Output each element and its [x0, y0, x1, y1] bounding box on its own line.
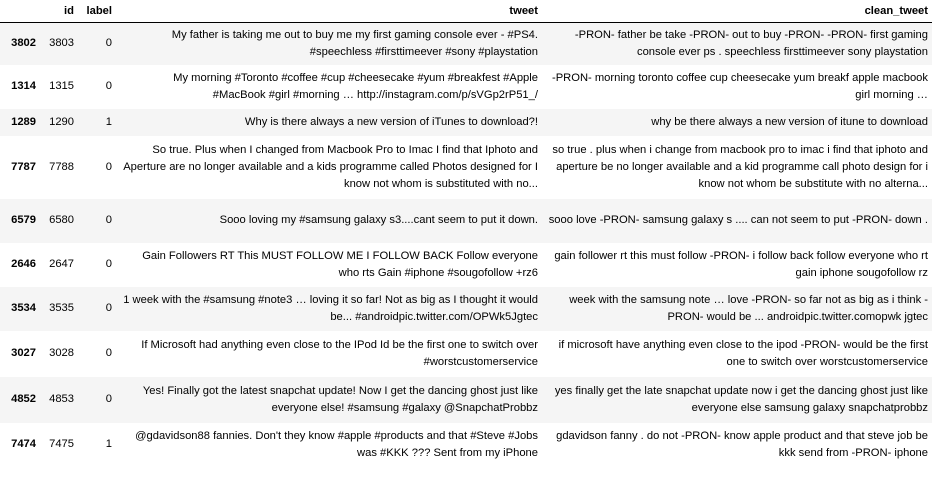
table-header	[0, 0, 932, 23]
cell-tweet: Why is there always a new version of iTunes to download?!	[244, 115, 538, 128]
table-body	[0, 23, 932, 467]
cell-id: 2647	[49, 258, 74, 270]
row-index: 6579	[11, 214, 36, 226]
table-row	[0, 377, 932, 423]
row-index: 1314	[11, 80, 36, 92]
cell-tweet: Sooo loving my #samsung galaxy s3....cant seem to put it down.	[219, 214, 538, 226]
cell-tweet: 1 week with the #samsung #note3 … loving it so far! Not as big as I thought it would be... #androidpic.twitter.com/OPWk5Jgtec	[123, 293, 538, 323]
cell-label: 0	[105, 160, 112, 173]
cell-tweet: So true. Plus when I changed from Macbook Pro to Imac I find that Iphoto and Aperture are no longer available and a kids programme called Photos designed for I know not whom is substituted with no...	[123, 143, 538, 190]
row-index: 3802	[11, 37, 36, 50]
table-row	[0, 136, 932, 199]
cell-label: 0	[105, 258, 112, 270]
cell-tweet: If Microsoft had anything even close to the IPod Id be the first one to switch over #worstcustomerservice	[141, 338, 538, 368]
cell-clean-tweet: week with the samsung note … love -PRON- so far not as big as i think -PRON- would be ... androidpic.twitter.comopwk jgtec	[569, 293, 928, 323]
cell-id: 6580	[49, 214, 74, 226]
table-row	[0, 331, 932, 377]
cell-clean-tweet: if microsoft have anything even close to the ipod -PRON- would be the first one to switch over worstcustomerservice	[558, 338, 928, 368]
cell-tweet: My father is taking me out to buy me my first gaming console ever - #PS4. #speechless #firsttimeever #sony #playstation	[171, 28, 538, 58]
header-clean-tweet: clean_tweet	[542, 0, 932, 23]
cell-id: 7475	[49, 438, 74, 450]
cell-id: 1290	[49, 115, 74, 128]
table-row	[0, 199, 932, 243]
table-row	[0, 109, 932, 136]
cell-id: 3535	[49, 302, 74, 314]
row-index: 7474	[11, 438, 36, 450]
header-index	[0, 0, 40, 23]
cell-clean-tweet: -PRON- morning toronto coffee cup cheesecake yum breakf apple macbook girl morning …	[551, 71, 928, 101]
row-index: 1289	[11, 115, 36, 128]
row-index: 4852	[11, 393, 36, 405]
table-row	[0, 23, 932, 65]
table-row	[0, 243, 932, 287]
header-label: label	[78, 0, 116, 23]
table-row	[0, 287, 932, 331]
row-index: 3027	[11, 347, 36, 359]
row-index: 2646	[11, 258, 36, 270]
row-index: 7787	[11, 160, 36, 173]
cell-id: 1315	[49, 80, 74, 92]
cell-tweet: Yes! Finally got the latest snapchat update! Now I get the dancing ghost just like everyone else! #samsung #galaxy @SnapchatProbbz	[142, 384, 538, 414]
cell-clean-tweet: gdavidson fanny . do not -PRON- know apple product and that steve job be kkk send from -PRON- iphone	[556, 429, 928, 459]
cell-tweet: My morning #Toronto #coffee #cup #cheesecake #yum #breakfest #Apple #MacBook #girl #morning … http://instagram.com/p/sVGp2rP51_/	[173, 71, 538, 101]
cell-clean-tweet: so true . plus when i change from macbook pro to imac i find that iphoto and aperture be no longer available and a kid programme call photo design for i know not whom be substitute with no alterna...	[552, 143, 928, 190]
cell-clean-tweet: gain follower rt this must follow -PRON- i follow back follow everyone who rt gain iphone sougofollow rz	[554, 249, 928, 279]
cell-label: 0	[105, 80, 112, 92]
cell-label: 0	[105, 393, 112, 405]
cell-label: 0	[105, 347, 112, 359]
header-id: id	[40, 0, 78, 23]
cell-id: 3803	[49, 37, 74, 50]
cell-tweet: @gdavidson88 fannies. Don't they know #apple #products and that #Steve #Jobs was #KKK ??? Sent from my iPhone	[135, 429, 538, 459]
cell-label: 1	[105, 115, 112, 128]
cell-clean-tweet: sooo love -PRON- samsung galaxy s .... can not seem to put -PRON- down .	[548, 214, 928, 226]
cell-tweet: Gain Followers RT This MUST FOLLOW ME I FOLLOW BACK Follow everyone who rts Gain #iphone #sougofollow +rz6	[142, 249, 538, 279]
cell-clean-tweet: -PRON- father be take -PRON- out to buy -PRON- -PRON- first gaming console ever ps . speechless firsttimeever sony playstation	[574, 28, 928, 58]
cell-clean-tweet: why be there always a new version of itune to download	[651, 115, 928, 128]
cell-id: 7788	[49, 160, 74, 173]
cell-clean-tweet: yes finally get the late snapchat update now i get the dancing ghost just like everyone else samsung galaxy snapchatprobbz	[554, 384, 928, 414]
cell-label: 0	[105, 302, 112, 314]
header-row	[0, 0, 932, 23]
cell-label: 1	[105, 438, 112, 450]
cell-id: 3028	[49, 347, 74, 359]
cell-id: 4853	[49, 393, 74, 405]
cell-label: 0	[105, 214, 112, 226]
cell-label: 0	[105, 37, 112, 50]
row-index: 3534	[11, 302, 36, 314]
table-row	[0, 423, 932, 467]
header-tweet: tweet	[116, 0, 542, 23]
table-row	[0, 65, 932, 109]
